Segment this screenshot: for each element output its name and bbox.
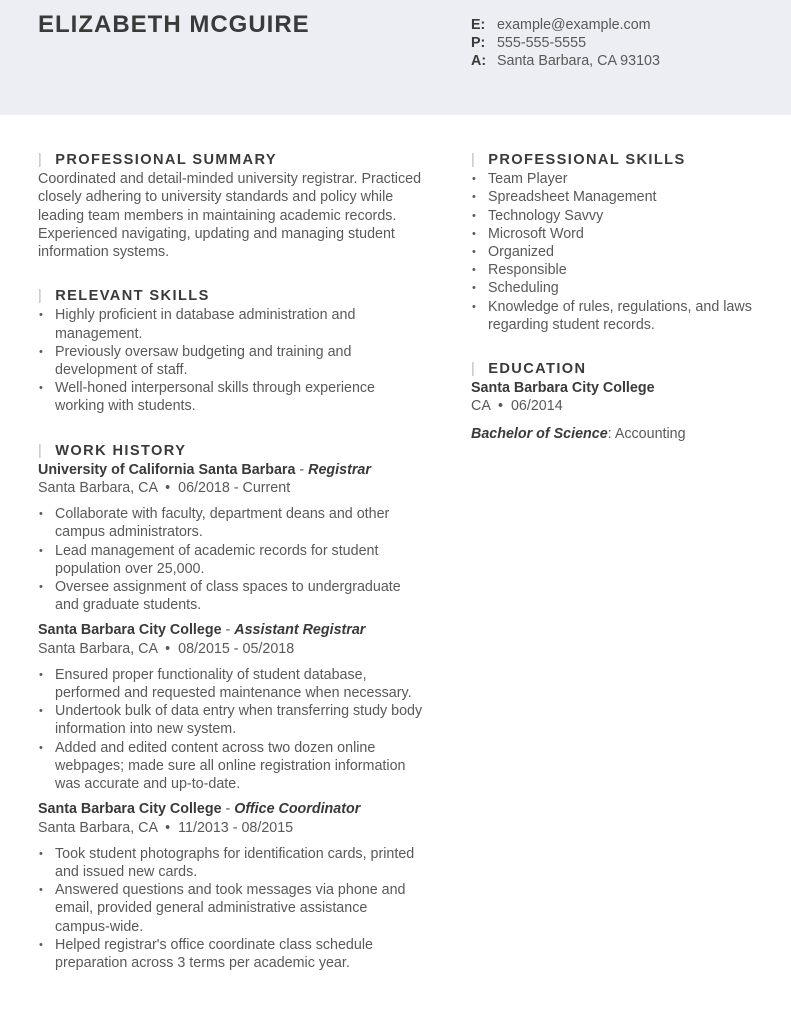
job-title: Santa Barbara City College - Assistant Registrar — [38, 622, 366, 639]
education-section — [471, 360, 761, 443]
work-history-section — [38, 442, 423, 972]
job-entry — [38, 461, 423, 615]
job-role-wrap — [308, 462, 371, 478]
heading-divider: | — [471, 361, 477, 378]
heading-divider: | — [38, 288, 44, 305]
heading-divider: | — [38, 152, 44, 168]
job-meta: Santa Barbara, CA • 06/2018 - Current — [38, 480, 291, 497]
degree-name-wrap — [471, 426, 608, 442]
contact-info — [471, 16, 660, 71]
job-list — [38, 461, 423, 972]
school-location: CA — [471, 398, 491, 415]
job-title: Santa Barbara City College - Office Coordinator — [38, 801, 361, 818]
job-dates: 08/2015 - 05/2018 — [178, 640, 295, 657]
job-role: Registrar — [308, 461, 371, 478]
list-item: • Microsoft Word — [471, 225, 761, 243]
section-heading — [471, 151, 761, 169]
list-item: • Helped registrar's office coordinate class schedule preparation across 3 terms per academic year. — [38, 936, 423, 972]
job-role: Office Coordinator — [234, 801, 361, 818]
degree: Bachelor of Science: Accounting — [471, 425, 686, 442]
heading-label: RELEVANT SKILLS — [55, 288, 210, 305]
employer-name: Santa Barbara City College — [38, 622, 222, 639]
heading-divider: | — [471, 152, 477, 168]
contact-label: E: — [471, 17, 486, 33]
job-location: Santa Barbara, CA — [38, 640, 158, 657]
contact-value: Santa Barbara, CA 93103 — [496, 53, 660, 70]
list-item: • Knowledge of rules, regulations, and laws regarding student records. — [471, 298, 761, 334]
professional-skills-section — [471, 151, 761, 334]
job-location: Santa Barbara, CA — [38, 819, 158, 836]
job-duties-list — [38, 845, 423, 972]
contact-email — [471, 16, 660, 34]
school-name: Santa Barbara City College — [471, 380, 655, 397]
contact-address — [471, 52, 660, 70]
job-entry — [38, 800, 423, 972]
contact-value: 555-555-5555 — [496, 35, 587, 52]
section-heading — [38, 151, 423, 169]
graduation-date: 06/2014 — [510, 398, 563, 415]
list-item: • Lead management of academic records for student population over 25,000. — [38, 542, 423, 578]
list-item: • Answered questions and took messages via phone and email, provided general administrative assistance campus-wide. — [38, 881, 423, 936]
summary-text: Coordinated and detail-minded university registrar. Practiced closely adhering to university standards and policy while leading team members in maintaining academic records. Experienced navigating, updating and managing student information systems. — [38, 171, 422, 261]
list-item: • Well-honed interpersonal skills through experience working with students. — [38, 379, 423, 415]
contact-label: P: — [471, 35, 486, 52]
job-entry — [38, 621, 423, 793]
job-dates: 11/2013 - 08/2015 — [178, 819, 294, 836]
degree-name: Bachelor of Science — [471, 425, 608, 442]
contact-phone — [471, 34, 660, 52]
list-item: • Took student photographs for identification cards, printed and issued new cards. — [38, 845, 423, 881]
resume-header — [0, 0, 791, 115]
left-column — [38, 151, 423, 998]
job-duties-list — [38, 505, 423, 614]
list-item: • Ensured proper functionality of student database, performed and requested maintenance when necessary. — [38, 666, 423, 702]
heading-divider: | — [38, 442, 44, 459]
list-item: • Highly proficient in database administration and management. — [38, 306, 423, 342]
list-item: • Scheduling — [471, 279, 761, 297]
professional-summary-section — [38, 151, 423, 261]
job-meta: Santa Barbara, CA • 11/2013 - 08/2015 — [38, 819, 294, 836]
job-duties-list — [38, 666, 423, 793]
job-title: University of California Santa Barbara - Registrar — [38, 461, 371, 478]
job-dates: 06/2018 - Current — [178, 480, 291, 497]
heading-label: EDUCATION — [488, 361, 587, 378]
job-role-wrap — [234, 622, 365, 638]
degree-field: Accounting — [614, 425, 686, 442]
contact-value: example@example.com — [496, 17, 651, 33]
section-heading — [38, 442, 423, 460]
list-item: • Undertook bulk of data entry when transferring study body information into new system. — [38, 702, 423, 738]
list-item: • Added and edited content across two dozen online webpages; made sure all online registration information was accurate and up-to-date. — [38, 739, 423, 794]
list-item: • Team Player — [471, 170, 761, 188]
list-item: • Oversee assignment of class spaces to undergraduate and graduate students. — [38, 578, 423, 614]
job-location: Santa Barbara, CA — [38, 480, 158, 497]
contact-label: A: — [471, 53, 487, 70]
section-heading — [38, 287, 423, 305]
list-item: • Spreadsheet Management — [471, 188, 761, 206]
professional-skills-list — [471, 170, 761, 334]
employer-name: University of California Santa Barbara — [38, 461, 296, 478]
job-meta: Santa Barbara, CA • 08/2015 - 05/2018 — [38, 640, 295, 657]
heading-label: PROFESSIONAL SUMMARY — [55, 152, 277, 168]
school-meta: CA • 06/2014 — [471, 398, 563, 415]
heading-label: WORK HISTORY — [55, 442, 187, 459]
list-item: • Technology Savvy — [471, 207, 761, 225]
heading-label: PROFESSIONAL SKILLS — [488, 152, 686, 168]
job-role-wrap — [234, 801, 360, 817]
relevant-skills-list — [38, 306, 423, 415]
section-heading — [471, 360, 761, 378]
list-item: • Organized — [471, 243, 761, 261]
list-item: • Responsible — [471, 261, 761, 279]
employer-name: Santa Barbara City College — [38, 801, 222, 818]
right-column — [471, 151, 761, 469]
list-item: • Previously oversaw budgeting and training and development of staff. — [38, 343, 423, 379]
relevant-skills-section — [38, 287, 423, 415]
candidate-name: ELIZABETH MCGUIRE — [38, 11, 310, 38]
job-role: Assistant Registrar — [234, 622, 366, 639]
list-item: • Collaborate with faculty, department deans and other campus administrators. — [38, 505, 423, 541]
